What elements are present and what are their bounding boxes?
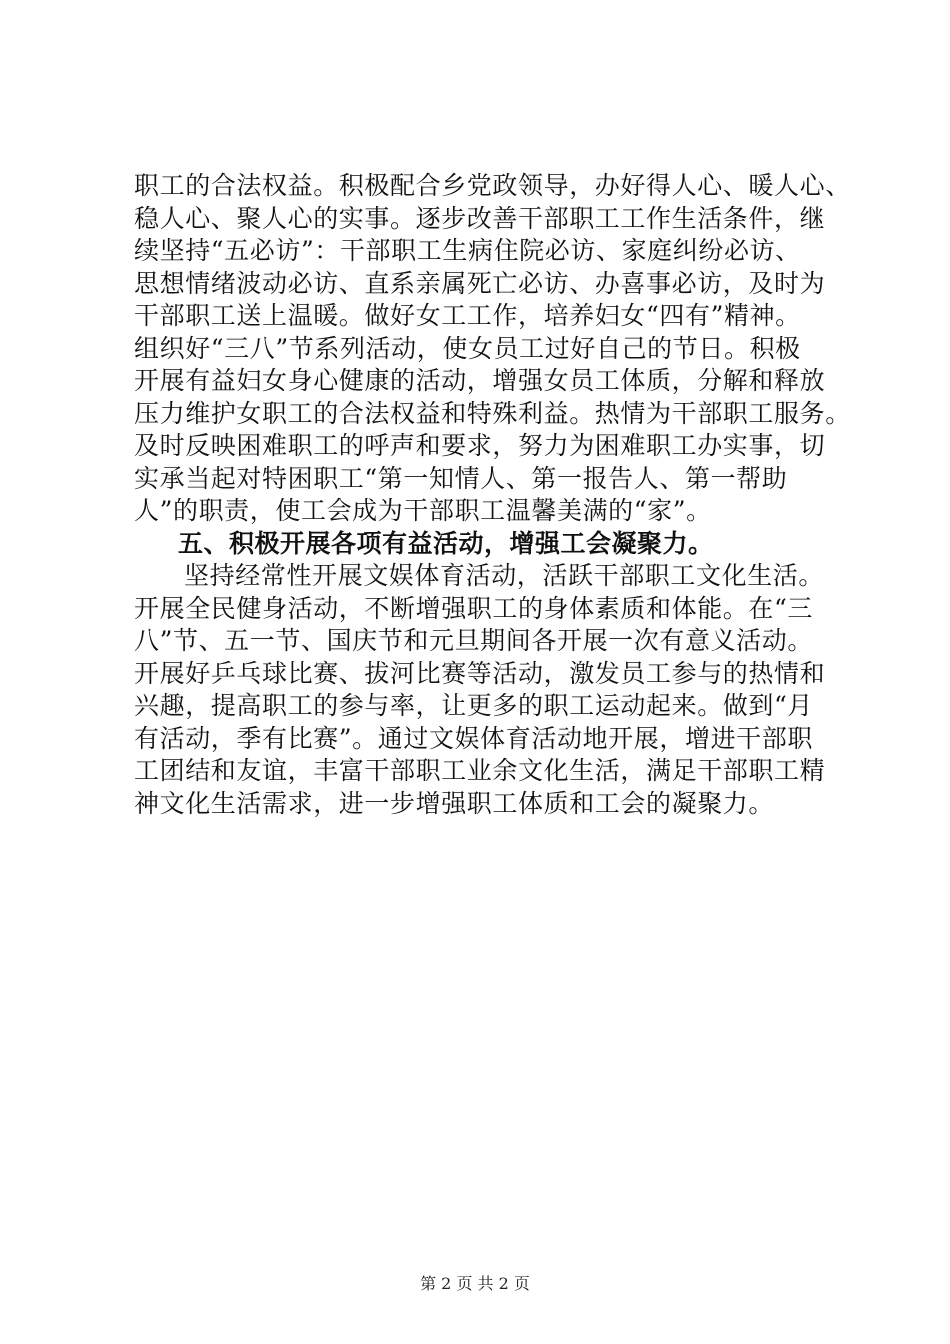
text-line: 干部职工送上温暖。做好女工工作，培养妇女“四有”精神。 <box>134 301 801 330</box>
text-line: 工团结和友谊，丰富干部职工业余文化生活，满足干部职工精 <box>134 756 826 785</box>
text-line: 开展有益妇女身心健康的活动，增强女员工体质，分解和释放 <box>134 366 826 395</box>
text-line: 续坚持“五必访”：干部职工生病住院必访、家庭纠纷必访、 <box>134 236 801 265</box>
text-line: 及时反映困难职工的呼声和要求，努力为困难职工办实事，切 <box>134 431 826 460</box>
text-line: 职工的合法权益。积极配合乡党政领导，办好得人心、暖人心、 <box>134 171 851 200</box>
text-line: 开展好乒乓球比赛、拔河比赛等活动，激发员工参与的热情和 <box>134 658 826 688</box>
text-line: 兴趣，提高职工的参与率，让更多的职工运动起来。做到“月 <box>134 691 813 720</box>
paragraph-continuation <box>134 170 851 528</box>
section-paragraph <box>134 560 834 820</box>
text-line: 组织好“三八”节系列活动，使女员工过好自己的节日。积极 <box>134 333 801 363</box>
text-line: 开展全民健身活动，不断增强职工的身体素质和体能。在“三 <box>134 593 813 623</box>
section-heading: 五、积极开展各项有益活动，增强工会凝聚力。 <box>178 528 714 558</box>
text-line: 八”节、五一节、国庆节和元旦期间各开展一次有意义活动。 <box>134 626 813 655</box>
text-line: 坚持经常性开展文娱体育活动，活跃干部职工文化生活。 <box>184 561 825 590</box>
text-line: 思想情绪波动必访、直系亲属死亡必访、办喜事必访，及时为 <box>134 268 826 298</box>
text-line: 有活动，季有比赛”。通过文娱体育活动地开展，增进干部职 <box>134 723 813 753</box>
text-line: 稳人心、聚人心的实事。逐步改善干部职工工作生活条件，继 <box>134 203 826 233</box>
text-line: 实承当起对特困职工“第一知情人、第一报告人、第一帮助 <box>134 463 788 493</box>
text-line: 人”的职责，使工会成为干部职工温馨美满的“家”。 <box>134 496 712 525</box>
text-line: 压力维护女职工的合法权益和特殊利益。热情为干部职工服务。 <box>134 398 851 428</box>
page-number-footer: 第 2 页 共 2 页 <box>420 1274 530 1293</box>
text-line: 神文化生活需求，进一步增强职工体质和工会的凝聚力。 <box>134 788 775 818</box>
document-body <box>134 170 851 820</box>
